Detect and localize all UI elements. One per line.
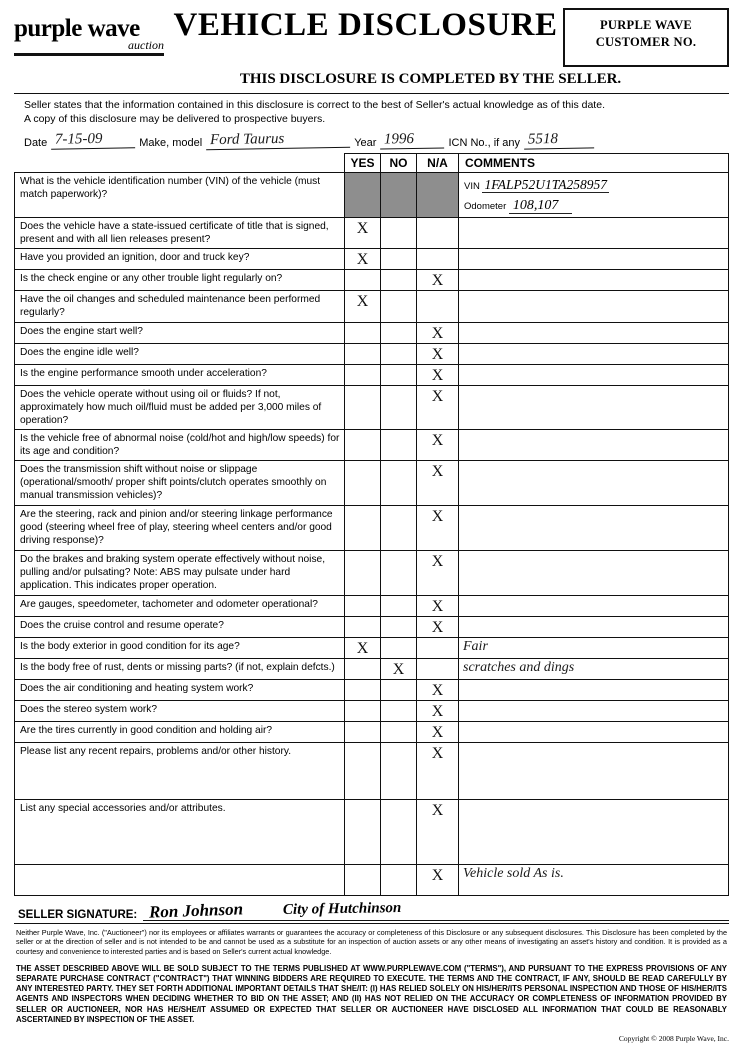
comment-cell[interactable] <box>459 550 729 595</box>
na-checkbox[interactable]: X <box>417 742 459 799</box>
table-row <box>15 721 729 742</box>
yes-checkbox[interactable] <box>345 700 381 721</box>
yes-checkbox[interactable]: X <box>345 218 381 249</box>
comment-cell[interactable] <box>459 322 729 343</box>
make-model-field[interactable]: Ford Taurus <box>206 130 350 151</box>
table-row <box>15 700 729 721</box>
yes-checkbox[interactable] <box>345 343 381 364</box>
question-text: Please list any recent repairs, problems and/or other history. <box>15 742 345 799</box>
question-text: Have the oil changes and scheduled maintenance been performed regularly? <box>15 291 345 322</box>
meta-fields-row <box>14 128 729 153</box>
intro-line-1: Seller states that the information contained in this disclosure is correct to the best of Seller's actual knowledge as of this date. <box>24 99 605 111</box>
seller-signature-row <box>14 896 729 924</box>
intro-text <box>14 97 729 128</box>
no-checkbox[interactable] <box>381 550 417 595</box>
na-checkbox[interactable]: X <box>417 595 459 616</box>
comment-cell[interactable] <box>459 249 729 270</box>
yes-checkbox[interactable] <box>345 460 381 505</box>
logo-tagline: auction <box>128 38 164 52</box>
customer-box-line-1: PURPLE WAVE <box>599 18 693 32</box>
table-row <box>15 249 729 270</box>
na-checkbox[interactable]: X <box>417 679 459 700</box>
yes-checkbox[interactable] <box>345 385 381 429</box>
question-text <box>15 864 345 895</box>
na-checkbox[interactable] <box>417 218 459 249</box>
table-row <box>15 343 729 364</box>
no-checkbox[interactable] <box>381 343 417 364</box>
comment-cell[interactable] <box>459 460 729 505</box>
question-text: Is the check engine or any other trouble light regularly on? <box>15 270 345 291</box>
yes-checkbox[interactable] <box>345 679 381 700</box>
comment-cell[interactable] <box>459 429 729 460</box>
comment-cell[interactable] <box>459 799 729 864</box>
table-row <box>15 291 729 322</box>
legal-terms-paragraph: THE ASSET DESCRIBED ABOVE WILL BE SOLD SUBJECT TO THE TERMS PUBLISHED AT WWW.PURPLEWAVE.COM ("TERMS"), AND PURSUANT TO THE EXPRESS PROVISIONS OF ANY SEPARATE PURCHASE CONTRACT ("CONTRACT") THAT WINNING BIDDERS ARE REQUIRED TO EXECUTE. THE TERMS AND THE CONTRACT, IF ANY, SHOULD BE READ CAREFULLY BY ANY INTERESTED PARTY. THEY SET FORTH ADDITIONAL IMPORTANT DETAILS THAT SHE/IT: (I) HAS RELIED SOLELY ON HIS/HER/ITS PERSONAL INSPECTION AND THOSE OF HIS/HER/ITS AGENTS AND INSPECTORS WHEN DECIDING WHETHER TO BID ON THE ASSET; AND (II) HAS NOT RELIED ON THE ACCURACY OR COMPLETENESS OF INFORMATION PROVIDED BY SELLER OR AUCTIONEER, NOR HAS HE/SHE/IT ASSUMED OR EXPECTED THAT SELLER OR AUCTIONEER HAVE DISCLOSED ALL INFORMATION THAT COULD BE REASONABLY ASCERTAINED BY INSPECTION OF THE ASSET. <box>16 964 727 1024</box>
divider-top <box>14 93 729 94</box>
table-row <box>15 679 729 700</box>
yes-checkbox[interactable] <box>345 721 381 742</box>
copyright-notice: Copyright © 2008 Purple Wave, Inc. <box>618 1033 729 1043</box>
question-text: Have you provided an ignition, door and truck key? <box>15 249 345 270</box>
question-text: Is the engine performance smooth under acceleration? <box>15 364 345 385</box>
question-text: Does the engine start well? <box>15 322 345 343</box>
table-header-row <box>15 154 729 173</box>
document-header <box>14 8 729 70</box>
table-row <box>15 616 729 637</box>
yes-checkbox[interactable] <box>345 799 381 864</box>
yes-checkbox[interactable] <box>345 322 381 343</box>
date-label: Date <box>24 137 48 150</box>
vin-line <box>460 174 727 193</box>
seller-signature-label: SELLER SIGNATURE: <box>18 908 138 921</box>
comment-cell[interactable] <box>459 218 729 249</box>
na-checkbox[interactable]: X <box>417 429 459 460</box>
na-checkbox[interactable]: X <box>417 721 459 742</box>
question-text: Does the vehicle have a state-issued certificate of title that is signed, present and with all lien releases present? <box>15 218 345 249</box>
yes-checkbox[interactable] <box>345 429 381 460</box>
purple-wave-logo <box>14 8 164 56</box>
table-row <box>15 385 729 429</box>
question-text: Does the engine idle well? <box>15 343 345 364</box>
comment-cell[interactable] <box>459 679 729 700</box>
logo-wordmark: purple wave <box>14 15 140 42</box>
legal-disclaimer-paragraph: Neither Purple Wave, Inc. ("Auctioneer") nor its employees or affiliates warrants or guarantees the accuracy or completeness of this Disclosure or any subsequent disclosures. This Disclosure has been completed by the seller or at the direction of seller and is not intended to be and cannot be used as a substitute for an inspection of auction assets or any other means of investigating an asset's history and condition. It is provided as a courtesy and convenience to interested parties and is based on Seller's current actual knowledge. <box>16 927 727 956</box>
question-text: Is the body exterior in good condition for its age? <box>15 637 345 658</box>
vin-label: VIN <box>464 181 480 193</box>
question-text: Does the air conditioning and heating system work? <box>15 679 345 700</box>
na-checkbox[interactable] <box>417 249 459 270</box>
icn-field[interactable]: 5518 <box>524 131 594 150</box>
yes-checkbox[interactable] <box>345 550 381 595</box>
na-checkbox[interactable]: X <box>417 343 459 364</box>
comment-cell[interactable] <box>459 616 729 637</box>
na-checkbox[interactable]: X <box>417 864 459 895</box>
year-field[interactable]: 1996 <box>380 131 444 150</box>
question-text: Does the vehicle operate without using oil or fluids? If not, approximately how much oil/fluid must be added per 3,000 miles of operation? <box>15 385 345 429</box>
yes-checkbox[interactable] <box>345 505 381 550</box>
intro-line-2: A copy of this disclosure may be delivered to prospective buyers. <box>24 113 326 126</box>
column-header-na: N/A <box>417 154 459 173</box>
question-text: Does the cruise control and resume operate? <box>15 616 345 637</box>
yes-checkbox[interactable] <box>345 742 381 799</box>
no-checkbox[interactable] <box>381 616 417 637</box>
date-field[interactable]: 7-15-09 <box>51 131 135 150</box>
comment-cell[interactable] <box>459 343 729 364</box>
comment-cell[interactable]: scratches and dings <box>459 658 729 679</box>
question-text: What is the vehicle identification number (VIN) of the vehicle (must match paperwork)? <box>15 173 345 218</box>
question-text: Does the transmission shift without noise or slippage (operational/smooth/ proper shift points/clutch operates smoothly on manual transmission vehicles)? <box>15 460 345 505</box>
seller-signature-field[interactable] <box>143 899 729 922</box>
table-row <box>15 173 729 218</box>
title-block <box>168 8 563 43</box>
column-header-yes: YES <box>345 154 381 173</box>
question-text: Do the brakes and braking system operate effectively without noise, pulling and/or pulsating? Note: ABS may pulsate under hard application. This indicates proper operation. <box>15 550 345 595</box>
table-row <box>15 505 729 550</box>
no-checkbox[interactable] <box>381 742 417 799</box>
na-checkbox[interactable] <box>417 658 459 679</box>
no-checkbox[interactable] <box>381 721 417 742</box>
table-row <box>15 864 729 895</box>
column-header-comments: COMMENTS <box>459 154 729 173</box>
question-text: Is the body free of rust, dents or missing parts? (if not, explain defcts.) <box>15 658 345 679</box>
yes-checkbox[interactable]: X <box>345 637 381 658</box>
na-checkbox[interactable]: X <box>417 616 459 637</box>
yes-checkbox[interactable] <box>345 173 381 218</box>
no-checkbox[interactable]: X <box>381 658 417 679</box>
table-row <box>15 460 729 505</box>
vin-comment-cell[interactable] <box>459 173 729 218</box>
na-checkbox[interactable]: X <box>417 385 459 429</box>
na-checkbox[interactable] <box>417 173 459 218</box>
na-checkbox[interactable]: X <box>417 799 459 864</box>
no-checkbox[interactable] <box>381 864 417 895</box>
yes-checkbox[interactable] <box>345 270 381 291</box>
icn-label: ICN No., if any <box>448 137 520 150</box>
no-checkbox[interactable] <box>381 249 417 270</box>
na-checkbox[interactable]: X <box>417 270 459 291</box>
disclosure-table <box>14 153 729 895</box>
comment-cell[interactable] <box>459 385 729 429</box>
no-checkbox[interactable] <box>381 173 417 218</box>
comment-cell[interactable] <box>459 270 729 291</box>
no-checkbox[interactable] <box>381 270 417 291</box>
vin-value[interactable]: 1FALP52U1TA258957 <box>484 177 607 193</box>
question-text: Does the stereo system work? <box>15 700 345 721</box>
na-checkbox[interactable] <box>417 637 459 658</box>
comment-cell[interactable] <box>459 291 729 322</box>
comment-cell[interactable] <box>459 595 729 616</box>
table-row <box>15 799 729 864</box>
comment-cell[interactable] <box>459 700 729 721</box>
make-model-label: Make, model <box>139 137 203 150</box>
customer-number-box <box>563 8 729 67</box>
question-text: Is the vehicle free of abnormal noise (cold/hot and high/low speeds) for its age and condition? <box>15 429 345 460</box>
table-row <box>15 658 729 679</box>
question-text: List any special accessories and/or attributes. <box>15 799 345 864</box>
comment-cell[interactable] <box>459 721 729 742</box>
comment-cell[interactable] <box>459 364 729 385</box>
no-checkbox[interactable] <box>381 799 417 864</box>
na-checkbox[interactable]: X <box>417 700 459 721</box>
yes-checkbox[interactable]: X <box>345 291 381 322</box>
table-row <box>15 637 729 658</box>
header-spacer <box>15 154 345 173</box>
yes-checkbox[interactable]: X <box>345 249 381 270</box>
yes-checkbox[interactable] <box>345 864 381 895</box>
no-checkbox[interactable] <box>381 505 417 550</box>
signature-value: Ron Johnson <box>148 899 244 922</box>
no-checkbox[interactable] <box>381 637 417 658</box>
yes-checkbox[interactable] <box>345 364 381 385</box>
year-label: Year <box>354 137 377 150</box>
odometer-label: Odometer <box>464 201 507 213</box>
yes-checkbox[interactable] <box>345 595 381 616</box>
comment-cell[interactable] <box>459 505 729 550</box>
table-row <box>15 364 729 385</box>
na-checkbox[interactable]: X <box>417 322 459 343</box>
signature-company: City of Hutchinson <box>283 899 402 918</box>
no-checkbox[interactable] <box>381 595 417 616</box>
table-row <box>15 322 729 343</box>
page-title: VEHICLE DISCLOSURE <box>173 7 558 43</box>
no-checkbox[interactable] <box>381 322 417 343</box>
table-row <box>15 595 729 616</box>
customer-box-line-2: CUSTOMER NO. <box>595 34 697 49</box>
yes-checkbox[interactable] <box>345 658 381 679</box>
no-checkbox[interactable] <box>381 218 417 249</box>
no-checkbox[interactable] <box>381 460 417 505</box>
question-text: Are the steering, rack and pinion and/or steering linkage performance good (steering wheel free of play, steering wheel centers and/or good driving response)? <box>15 505 345 550</box>
comment-cell[interactable]: Vehicle sold As is. <box>459 864 729 895</box>
comment-cell[interactable]: Fair <box>459 637 729 658</box>
table-row <box>15 429 729 460</box>
no-checkbox[interactable] <box>381 679 417 700</box>
no-checkbox[interactable] <box>381 700 417 721</box>
question-text: Are gauges, speedometer, tachometer and odometer operational? <box>15 595 345 616</box>
question-text: Are the tires currently in good condition and holding air? <box>15 721 345 742</box>
no-checkbox[interactable] <box>381 385 417 429</box>
na-checkbox[interactable]: X <box>417 460 459 505</box>
na-checkbox[interactable]: X <box>417 550 459 595</box>
no-checkbox[interactable] <box>381 364 417 385</box>
yes-checkbox[interactable] <box>345 616 381 637</box>
na-checkbox[interactable]: X <box>417 505 459 550</box>
no-checkbox[interactable] <box>381 429 417 460</box>
column-header-no: NO <box>381 154 417 173</box>
table-row <box>15 218 729 249</box>
na-checkbox[interactable]: X <box>417 364 459 385</box>
comment-cell[interactable] <box>459 742 729 799</box>
document-subtitle: THIS DISCLOSURE IS COMPLETED BY THE SELLER. <box>239 71 622 87</box>
no-checkbox[interactable] <box>381 291 417 322</box>
table-row <box>15 550 729 595</box>
odometer-line <box>460 193 727 216</box>
na-checkbox[interactable] <box>417 291 459 322</box>
table-row <box>15 742 729 799</box>
table-row <box>15 270 729 291</box>
odometer-value[interactable]: 108,107 <box>509 198 573 214</box>
